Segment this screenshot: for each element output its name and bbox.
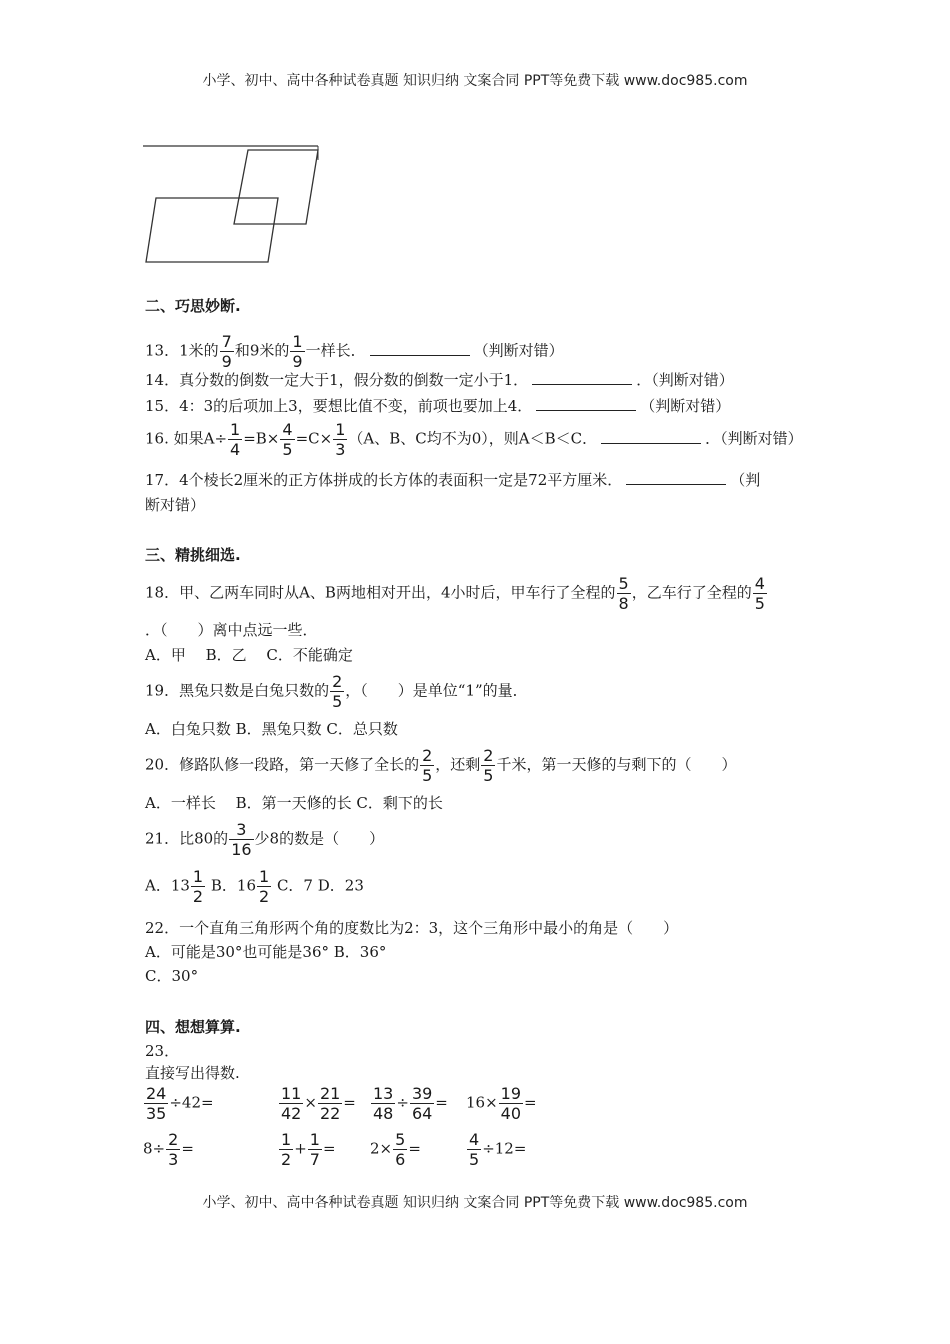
fraction: $\frac{4}{5}$ bbox=[754, 574, 765, 613]
question-16: 16. 如果A÷ $\frac{1}{4}$ =B× $\frac{4}{5}$ =C× $\frac{1}{3}$ （A、B、C均不为0），则A＜B＜C． ．（判断对错） bbox=[145, 420, 803, 459]
calc-8: $\frac{4}{5}$ ÷12= bbox=[469, 1130, 527, 1169]
question-19: 19．黑兔只数是白兔只数的 $\frac{2}{5}$ ，（ ）是单位“1”的量． bbox=[145, 672, 528, 711]
question-21: 21．比80的 $\frac{3}{16}$ 少8的数是（ ） bbox=[145, 820, 385, 859]
parallelogram-figure bbox=[140, 140, 330, 270]
question-23-instruction: 直接写出得数. bbox=[145, 1064, 240, 1082]
lower-parallelogram bbox=[146, 198, 278, 262]
calc-2: $\frac{11}{42}$ × $\frac{21}{22}$ = bbox=[281, 1084, 356, 1123]
answer-blank[interactable] bbox=[601, 429, 701, 444]
question-23-number: 23． bbox=[145, 1042, 180, 1060]
answer-blank[interactable] bbox=[370, 341, 470, 356]
calc-6: $\frac{1}{2}$ + $\frac{1}{7}$ = bbox=[281, 1130, 336, 1169]
question-17-cont: 断对错） bbox=[145, 496, 206, 514]
calc-4: 16× $\frac{19}{40}$ = bbox=[466, 1084, 537, 1123]
question-21-options: A．13 $\frac{1}{2}$ B．16 $\frac{1}{2}$ C．7 D．23 bbox=[145, 867, 364, 906]
question-18-cont: ．（ ）离中点远一些． bbox=[145, 621, 318, 639]
page-header: 小学、初中、高中各种试卷真题 知识归纳 文案合同 PPT等免费下载 www.doc985.com bbox=[202, 73, 748, 89]
fraction: $\frac{1}{4}$ bbox=[230, 420, 241, 459]
question-22-option-c: C．30° bbox=[145, 967, 199, 985]
fraction: $\frac{7}{9}$ bbox=[221, 332, 232, 371]
answer-blank[interactable] bbox=[626, 470, 726, 485]
question-17: 17．4个棱长2厘米的正方体拼成的长方体的表面积一定是72平方厘米． （判 bbox=[145, 471, 761, 489]
fraction: $\frac{3}{16}$ bbox=[231, 820, 252, 859]
question-15: 15．4：3的后项加上3，要想比值不变，前项也要加上4． （判断对错） bbox=[145, 397, 731, 415]
fraction: $\frac{2}{5}$ bbox=[422, 746, 433, 785]
section-2-title: 二、巧思妙断. bbox=[145, 297, 241, 315]
fraction: $\frac{2}{5}$ bbox=[483, 746, 494, 785]
calc-3: $\frac{13}{48}$ ÷ $\frac{39}{64}$ = bbox=[373, 1084, 448, 1123]
fraction: $\frac{1}{2}$ bbox=[259, 867, 270, 906]
fraction: $\frac{4}{5}$ bbox=[282, 420, 293, 459]
fraction: $\frac{5}{8}$ bbox=[618, 574, 629, 613]
section-3-title: 三、精挑细选. bbox=[145, 546, 241, 564]
question-18: 18．甲、乙两车同时从A、B两地相对开出，4小时后，甲车行了全程的 $\frac{5}{8}$ ，乙车行了全程的 $\frac{4}{5}$ bbox=[145, 574, 765, 613]
question-22-options-ab: A．可能是30°也可能是36° B．36° bbox=[145, 943, 387, 961]
question-14: 14．真分数的倒数一定大于1，假分数的倒数一定小于1． ．（判断对错） bbox=[145, 371, 734, 389]
question-22: 22．一个直角三角形两个角的度数比为2：3，这个三角形中最小的角是（ ） bbox=[145, 919, 679, 937]
calc-1: $\frac{24}{35}$ ÷42= bbox=[146, 1084, 214, 1123]
page-footer: 小学、初中、高中各种试卷真题 知识归纳 文案合同 PPT等免费下载 www.doc985.com bbox=[202, 1195, 748, 1211]
question-20: 20．修路队修一段路，第一天修了全长的 $\frac{2}{5}$ ，还剩 $\frac{2}{5}$ 千米，第一天修的与剩下的（ ） bbox=[145, 746, 737, 785]
fraction: $\frac{1}{2}$ bbox=[192, 867, 204, 906]
question-18-options: A．甲 B．乙 C．不能确定 bbox=[145, 646, 353, 664]
answer-blank[interactable] bbox=[536, 396, 636, 411]
question-20-options: A．一样长 B．第一天修的长 C．剩下的长 bbox=[145, 794, 443, 812]
calc-7: 2× $\frac{5}{6}$ = bbox=[370, 1130, 421, 1169]
section-4-title: 四、想想算算. bbox=[145, 1018, 241, 1036]
calc-5: 8÷ $\frac{2}{3}$ = bbox=[143, 1130, 194, 1169]
question-13: 13．1米的 $\frac{7}{9}$ 和9米的 $\frac{1}{9}$ 一样长． （判断对错） bbox=[145, 332, 564, 371]
fraction: $\frac{1}{3}$ bbox=[335, 420, 346, 459]
fraction: $\frac{1}{9}$ bbox=[292, 332, 303, 371]
question-19-options: A．白兔只数 B．黑兔只数 C．总只数 bbox=[145, 720, 398, 738]
answer-blank[interactable] bbox=[532, 370, 632, 385]
fraction: $\frac{2}{5}$ bbox=[332, 672, 343, 711]
